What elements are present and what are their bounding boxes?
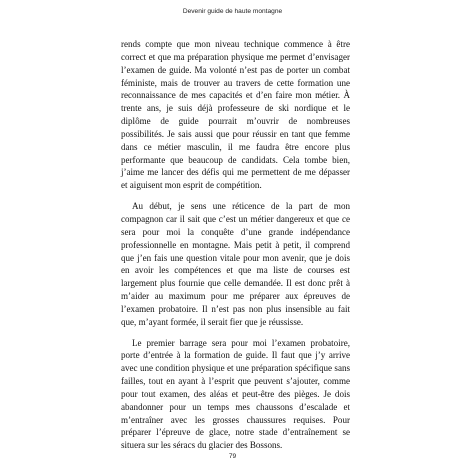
paragraph-1: rends compte que mon niveau technique commence à être correct et que ma préparation physique me permet d’envisager l’examen de guide. Ma volonté n’est pas de porter un combat féministe, mais de trouver au travers de cette formation une reconnaissance de mes capacités et d’en faire mon métier. À trente ans, je suis déjà professeure de ski nordique et le diplôme de guide pourrait m’ouvrir de nombreuses possibilités. Je sais aussi que pour réussir en tant que femme dans ce métier masculin, il me faudra être encore plus performante que beaucoup de candidats. Cela tombe bien, j’aime me lancer des défis qui me permettent de me dépasser et aiguisent mon esprit de compétition.	[121, 39, 350, 191]
paragraph-3: Le premier barrage sera pour moi l’examen probatoire, porte d’entrée à la formation de guide. Il faut que j’y arrive avec une condition physique et une préparation spécifique sans failles, tout en ayant à l’esprit que peuvent s’ajouter, comme pour tout examen, des aléas et peut-être des pièges. Je dois abandonner pour un temps mes chaussons d’escalade et m’entraîner avec les grosses chaussures requises. Pour préparer l’épreuve de glace, notre stade d’entraînement se situera sur les séracs du glacier des Bossons.	[121, 337, 350, 451]
body-text	[121, 38, 350, 452]
page-number: 79	[228, 453, 237, 460]
paragraph-2: Au début, je sens une réticence de la part de mon compagnon car il sait que c’est un métier dangereux et que ce sera pour moi la conquête d’une grande indépendance professionnelle en montagne. Mais petit à petit, il comprend que j’en fais une question vitale pour mon avenir, que je dois en avoir les compétences et que ma liste de courses est largement plus fournie que celle demandée. Il est donc prêt à m’aider au maximum pour me préparer aux épreuves de l’examen probatoire. Il n’est pas non plus insensible au fait que, m’ayant formée, il serait fier que je réussisse.	[121, 201, 350, 327]
running-header: Devenir guide de haute montagne	[182, 8, 283, 15]
